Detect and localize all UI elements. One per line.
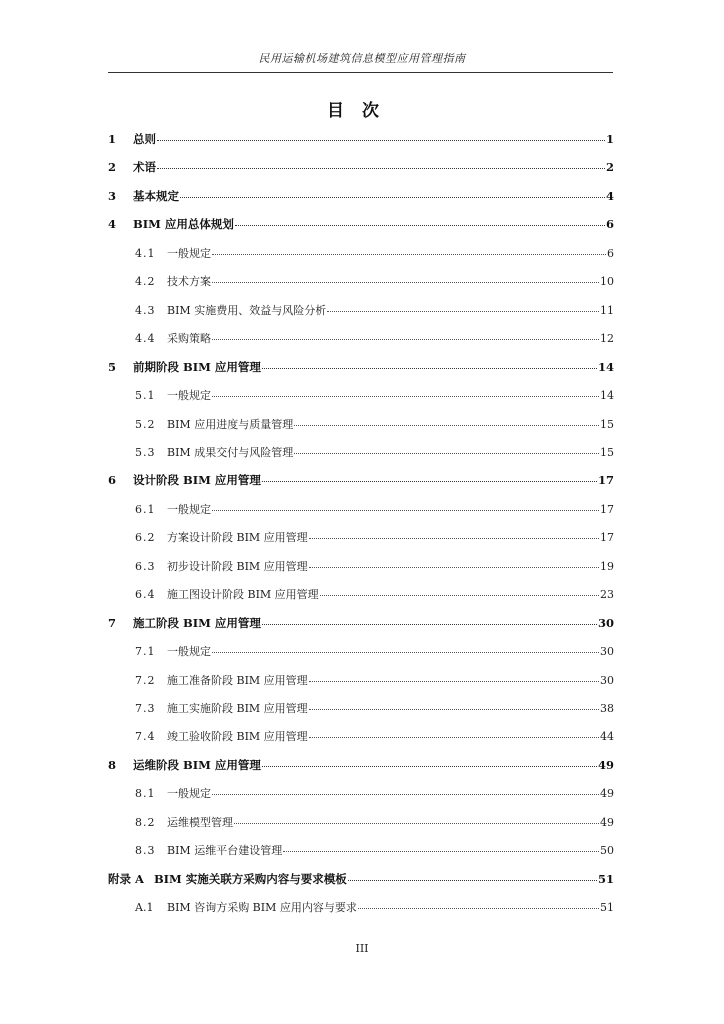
dot-leader — [262, 368, 597, 369]
toc-entry-label: 施工准备阶段 BIM 应用管理 — [167, 673, 308, 687]
toc-entry-number: 7.4 — [135, 730, 156, 744]
toc-entry-number: 4.1 — [135, 246, 156, 260]
toc-entry[interactable] — [108, 672, 614, 690]
toc-entry[interactable] — [108, 216, 614, 234]
toc-entry[interactable] — [108, 245, 614, 263]
dot-leader — [320, 595, 599, 596]
toc-entry[interactable] — [108, 444, 614, 462]
toc-entry-page: 6 — [607, 246, 614, 260]
toc-entry[interactable] — [108, 757, 614, 775]
toc-entry-page: 14 — [597, 359, 614, 374]
dot-leader — [212, 794, 599, 795]
toc-entry-number: 1 — [108, 132, 117, 146]
toc-entry-label: 一般规定 — [167, 389, 211, 403]
toc-entry[interactable] — [108, 501, 614, 519]
toc-entry[interactable] — [108, 728, 614, 746]
toc-entry[interactable] — [108, 899, 614, 917]
toc-entry-label: BIM 应用进度与质量管理 — [167, 417, 294, 431]
toc-entry-label: 设计阶段 BIM 应用管理 — [133, 473, 261, 488]
toc-entry-label: 运维阶段 BIM 应用管理 — [133, 757, 261, 772]
toc-entry-page: 51 — [600, 901, 614, 915]
dot-leader — [235, 225, 605, 226]
toc-entry-number: 4 — [108, 217, 117, 232]
toc-entry-number: 8 — [108, 757, 117, 772]
dot-leader — [262, 624, 597, 625]
toc-entry-number: 6.2 — [135, 531, 156, 545]
toc-entry-number: 2 — [108, 160, 117, 175]
toc-entry[interactable] — [108, 842, 614, 860]
toc-entry-number: 6.4 — [135, 588, 156, 602]
toc-entry-page: 49 — [597, 757, 614, 772]
toc-entry-page: 14 — [600, 389, 614, 403]
toc-entry-label: 施工图设计阶段 BIM 应用管理 — [167, 588, 319, 602]
toc-entry-page: 1 — [605, 132, 614, 146]
toc-entry-label: BIM 咨询方采购 BIM 应用内容与要求 — [167, 901, 357, 915]
toc-entry-page: 19 — [600, 559, 614, 573]
toc-entry[interactable] — [108, 188, 614, 206]
dot-leader — [358, 908, 599, 909]
toc-entry-page: 30 — [600, 645, 614, 659]
dot-leader — [309, 709, 599, 710]
toc-entry-page: 17 — [600, 531, 614, 545]
toc-entry-page: 51 — [597, 871, 614, 886]
toc-entry-number: 4.2 — [135, 275, 156, 289]
toc-entry-label: 一般规定 — [167, 645, 211, 659]
toc-entry-number: 7.2 — [135, 673, 156, 687]
toc-entry-page: 50 — [600, 844, 614, 858]
dot-leader — [294, 425, 599, 426]
dot-leader — [262, 481, 597, 482]
dot-leader — [212, 254, 606, 255]
toc-entry-page: 4 — [605, 188, 614, 203]
toc-entry[interactable] — [108, 416, 614, 434]
toc-entry-label: 技术方案 — [167, 275, 211, 289]
toc-entry[interactable] — [108, 472, 614, 490]
toc-entry-label: 一般规定 — [167, 502, 211, 516]
toc-entry-label: BIM 应用总体规划 — [133, 217, 234, 232]
toc-entry-label: 总则 — [133, 132, 156, 146]
dot-leader — [348, 880, 597, 881]
toc-entry[interactable] — [108, 131, 614, 149]
toc-entry-number: 4.4 — [135, 332, 156, 346]
dot-leader — [212, 652, 599, 653]
dot-leader — [309, 567, 599, 568]
dot-leader — [309, 681, 599, 682]
toc-entry-page: 15 — [600, 417, 614, 431]
toc-entry[interactable] — [108, 159, 614, 177]
toc-entry-page: 23 — [600, 588, 614, 602]
toc-entry-page: 49 — [600, 787, 614, 801]
header-rule — [108, 72, 613, 73]
toc-entry-number: 7.1 — [135, 645, 156, 659]
toc-entry[interactable] — [108, 387, 614, 405]
toc-entry-number: 附录 A — [108, 871, 144, 886]
toc-entry-number: 5.2 — [135, 417, 156, 431]
dot-leader — [212, 396, 599, 397]
toc-entry-label: 初步设计阶段 BIM 应用管理 — [167, 559, 308, 573]
toc-entry-number: 7.3 — [135, 702, 156, 715]
dot-leader — [234, 823, 599, 824]
dot-leader — [180, 197, 605, 198]
toc-entry-page: 17 — [597, 473, 614, 488]
toc-entry-number: 8.2 — [135, 815, 156, 829]
toc-entry-number: A.1 — [135, 901, 154, 915]
dot-leader — [157, 140, 605, 141]
toc-entry-number: 6 — [108, 473, 117, 488]
toc-entry-label: BIM 成果交付与风险管理 — [167, 445, 294, 459]
toc-entry[interactable] — [108, 529, 614, 547]
dot-leader — [309, 737, 599, 738]
toc-entry-page: 15 — [600, 445, 614, 459]
toc-entry-page: 6 — [605, 217, 614, 232]
toc-entry-label: 竣工验收阶段 BIM 应用管理 — [167, 730, 308, 744]
toc-entry-label: 施工实施阶段 BIM 应用管理 — [167, 702, 308, 715]
dot-leader — [309, 538, 599, 539]
toc-entry-number: 3 — [108, 188, 117, 203]
toc-entry-label: 方案设计阶段 BIM 应用管理 — [167, 531, 308, 545]
toc-entry-page: 38 — [600, 702, 614, 715]
toc-entry-label: BIM 实施费用、效益与风险分析 — [167, 303, 327, 317]
toc-entry-label: 采购策略 — [167, 332, 211, 346]
toc-entry-label: 基本规定 — [133, 188, 179, 203]
dot-leader — [262, 766, 597, 767]
toc-entry[interactable] — [108, 330, 614, 348]
toc-entry-page: 17 — [600, 502, 614, 516]
toc-entry-page: 12 — [600, 332, 614, 346]
dot-leader — [212, 339, 599, 340]
toc-entry[interactable] — [108, 302, 614, 320]
toc-entry[interactable] — [108, 814, 614, 832]
toc-entry-label: 术语 — [133, 160, 156, 175]
toc-entry-number: 7 — [108, 615, 117, 630]
toc-entry-page: 30 — [597, 615, 614, 630]
toc-entry-number: 4.3 — [135, 303, 156, 317]
toc-entry-number: 5 — [108, 359, 117, 374]
toc-entry-label: 施工阶段 BIM 应用管理 — [133, 615, 261, 630]
toc-entry-page: 44 — [600, 730, 614, 744]
toc-entry-label: 一般规定 — [167, 246, 211, 260]
toc-entry-number: 6.1 — [135, 502, 156, 516]
toc-entry-number: 6.3 — [135, 559, 156, 573]
toc-entry[interactable] — [108, 359, 614, 377]
dot-leader — [294, 453, 599, 454]
toc-entry-number: 8.1 — [135, 787, 156, 801]
toc-entry-label: 运维模型管理 — [167, 815, 233, 829]
toc-entry-page: 11 — [600, 303, 614, 317]
toc-entry[interactable] — [108, 558, 614, 576]
toc-entry-label: BIM 运维平台建设管理 — [167, 844, 283, 858]
dot-leader — [157, 168, 605, 169]
toc-entry-number: 8.3 — [135, 844, 156, 858]
toc-entry-page: 30 — [600, 673, 614, 687]
dot-leader — [283, 851, 599, 852]
toc-entry-page: 10 — [600, 275, 614, 289]
dot-leader — [212, 510, 599, 511]
toc-entry[interactable] — [108, 643, 614, 661]
toc-entry-number: 5.1 — [135, 389, 156, 403]
toc-entry-label: BIM 实施关联方采购内容与要求模板 — [153, 871, 347, 886]
page-header: 民用运输机场建筑信息模型应用管理指南 — [258, 52, 466, 65]
toc-entry[interactable] — [108, 586, 614, 604]
toc-entry[interactable] — [108, 785, 614, 803]
toc-entry-label: 前期阶段 BIM 应用管理 — [133, 359, 261, 374]
page-title: 目次 — [327, 101, 397, 121]
dot-leader — [212, 282, 599, 283]
page-number: III — [355, 942, 369, 955]
toc-entry[interactable] — [108, 871, 614, 889]
toc-entry-page: 2 — [605, 160, 614, 175]
toc-entry-page: 49 — [600, 815, 614, 829]
dot-leader — [327, 311, 599, 312]
toc-entry[interactable] — [108, 615, 614, 633]
toc-entry[interactable] — [108, 700, 614, 718]
toc-entry[interactable] — [108, 273, 614, 291]
toc-entry-number: 5.3 — [135, 445, 156, 459]
toc-entry-label: 一般规定 — [167, 787, 211, 801]
